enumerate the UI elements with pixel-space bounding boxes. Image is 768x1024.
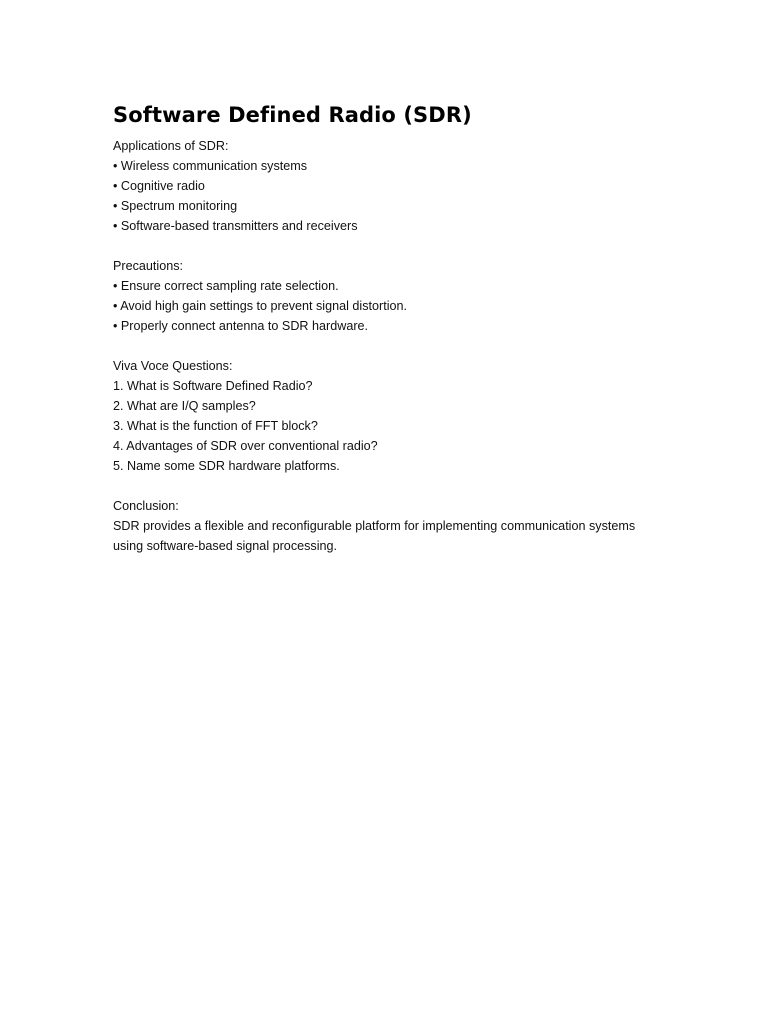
list-item: • Cognitive radio [113, 179, 205, 193]
conclusion-line: SDR provides a flexible and reconfigurable platform for implementing communication systems [113, 519, 636, 533]
list-item: • Software-based transmitters and receivers [113, 219, 358, 233]
spacer [113, 236, 673, 256]
conclusion-section [113, 496, 673, 556]
precautions-section [113, 256, 673, 336]
conclusion-line: using software-based signal processing. [113, 539, 338, 553]
applications-section [113, 136, 673, 236]
list-item: • Wireless communication systems [113, 159, 308, 173]
list-item: • Avoid high gain settings to prevent signal distortion. [113, 299, 408, 313]
list-item: • Ensure correct sampling rate selection. [113, 279, 339, 293]
question-item: 4. Advantages of SDR over conventional radio? [113, 439, 378, 453]
conclusion-heading: Conclusion: [113, 499, 179, 513]
question-item: 2. What are I/Q samples? [113, 399, 256, 413]
spacer [113, 476, 673, 496]
spacer [113, 336, 673, 356]
question-item: 3. What is the function of FFT block? [113, 419, 318, 433]
question-item: 5. Name some SDR hardware platforms. [113, 459, 340, 473]
viva-heading: Viva Voce Questions: [113, 359, 233, 373]
document-title: Software Defined Radio (SDR) [113, 103, 472, 127]
precautions-heading: Precautions: [113, 259, 184, 273]
viva-section [113, 356, 673, 476]
question-item: 1. What is Software Defined Radio? [113, 379, 313, 393]
applications-heading: Applications of SDR: [113, 139, 229, 153]
list-item: • Spectrum monitoring [113, 199, 238, 213]
document-page [113, 100, 673, 556]
list-item: • Properly connect antenna to SDR hardware. [113, 319, 369, 333]
